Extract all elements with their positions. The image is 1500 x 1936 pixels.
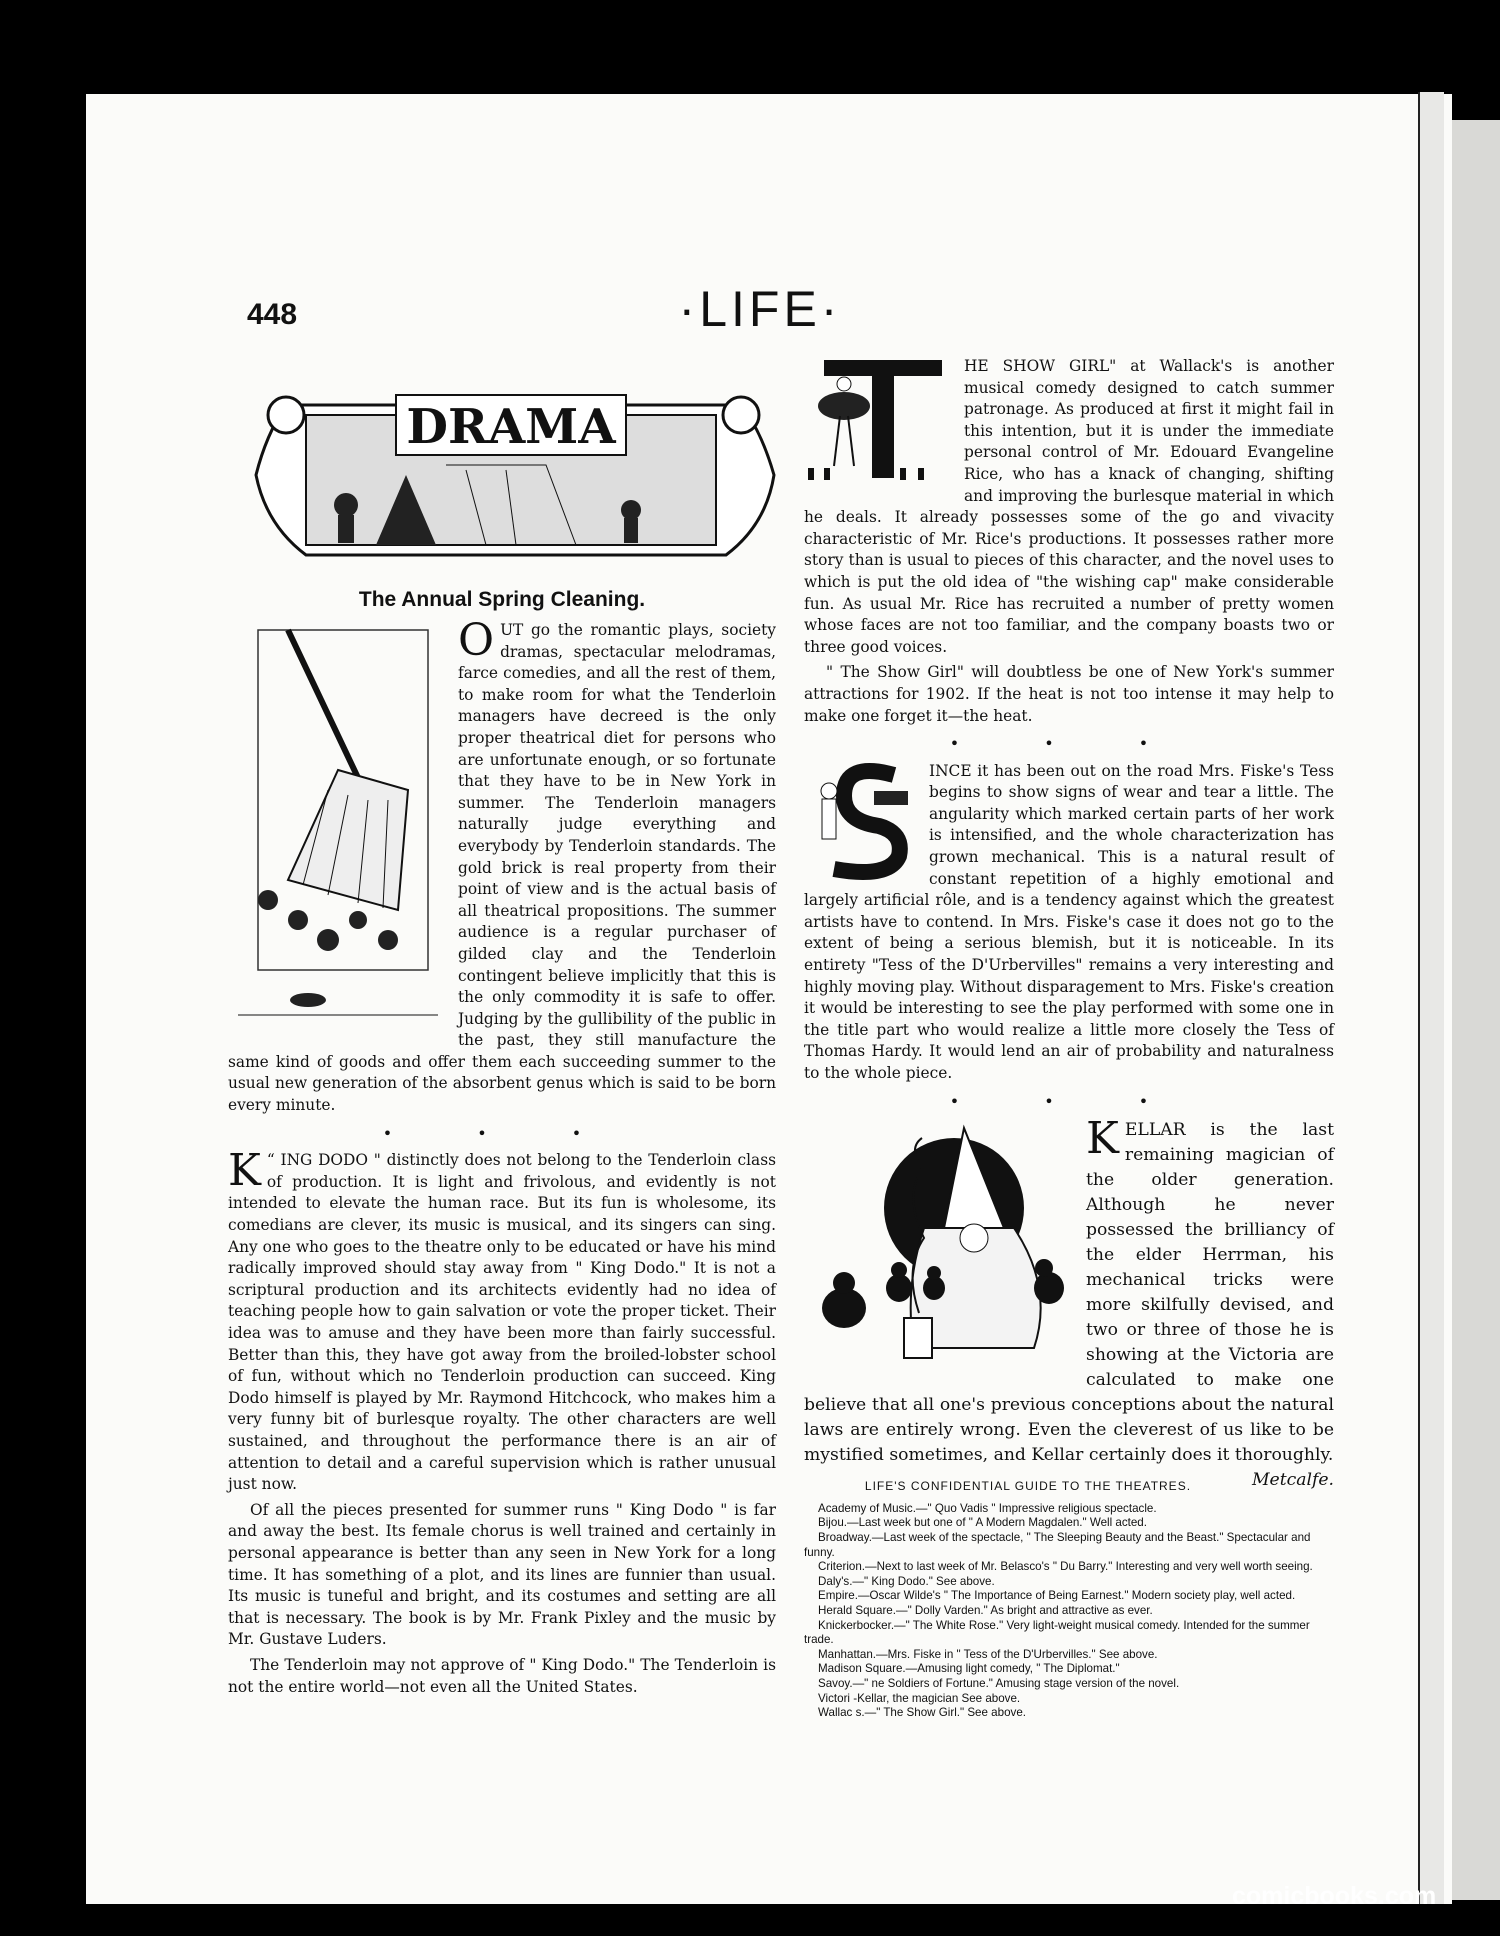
article-title: The Annual Spring Cleaning. <box>358 588 646 611</box>
section-divider-dots-3: • • • <box>949 1091 1189 1111</box>
left-column: OUT go the romantic plays, society dramas, spectacular melodramas, farce comedies, and all the rest of them, to make room for what the Tenderloin managers have decreed is the only proper theatrical diet for persons who are unfortunate enough, or so fortunate that they have to be in New York in summer. The Tenderloin managers naturally judge everything and everybody by Tenderloin standards. The gold brick is real property from their point of view and is the actual basis of all theatrical propositions. The summer audience is a regular purchaser of gilded clay and the Tenderloin contingent believe implicitly that this is the only commodity it is safe to offer. Judging by the gullibility of the public in the past, they still manufacture the same kind of goods and offer them each succeeding summer to the usual new generation of the absorbent genus which is said to be born every minute. • • • “ K ING DODO " distinctly does not belong to the Tenderloin class of production. It is light and frivolous, and evidently is not intended to elevate the human race. But its fun is wholesome, its comedians are clever, its music is musical, and its singers can sing. Any one who goes to the theatre only to be educated or have his mind radically improved should stay away from " King Dodo." It is not a scriptural production and its architects evidently had no idea of teaching people how to gain salvation or vote the proper ticket. Their idea was to amuse and they have been more than fairly successful. Better than this, they have got away from the broiled-lobster school of fun, without which no Tenderloin production can succeed. King Dodo himself is played by Mr. Raymond Hitchcock, who makes him a very funny bit of burlesque royalty. The other characters are well sustained, and throughout the performance there is an air of attention to detail and a careful supervision which is rather unusual just now. Of all the pieces presented for summer runs " King Dodo " is far and away the best. Its female chorus is well trained and certainly in personal appearance is better than any seen in New York for a long time. It has something of a plot, and its lines are funnier than usual. Its music is tuneful and bright, and its costumes and setting are all that is necessary. The book is by Mr. Frank Pixley and the music by Mr. Gustave Luders. The Tenderloin may not approve of " King Dodo." The Tenderloin is not the entire world—not even all the United States. <box>228 620 776 1702</box>
guide-entry: Bijou.—Last week but one of " A Modern Magdalen." Well acted. <box>818 1516 1147 1530</box>
site-watermark: comicbooks.com <box>1232 1882 1437 1910</box>
article1-paragraph-3: Of all the pieces presented for summer runs " King Dodo " is far and away the best. Its female chorus is well trained and certainly in personal appearance is better than any seen in New York for a long time. It has something of a plot, and its lines are funnier than usual. Its music is tuneful and bright, and its costumes and setting are all that is necessary. The book is by Mr. Frank Pixley and the music by Mr. Gustave Luders. <box>228 1500 776 1649</box>
theatre-guide <box>804 1502 1334 1721</box>
guide-entry: Herald Square.—" Dolly Varden." As bright and attractive as ever. <box>818 1603 1153 1617</box>
guide-entry: Knickerbocker.—" The White Rose." Very light-weight musical comedy. Intended for the summer trade. <box>804 1618 1310 1647</box>
article3-paragraph-1: INCE it has been out on the road Mrs. Fiske's Tess begins to show signs of wear and tear a little. The angularity which marked certain parts of her work is intensified, and the whole characterization has grown mechanical. This is a natural result of constant repetition of a highly emotional and largely artificial rôle, and is a tendency against which the greatest artists have to contend. In Mrs. Fiske's case it does not go to the extent of being a serious blemish, but it is noticeable. In its entirety "Tess of the D'Urbervilles" remains a very interesting and highly moving play. Without disparagement to Mrs. Fiske's creation it would be interesting to see the play performed with some one in the title part who would realize a little more closely the Tess of Thomas Hardy. It would lend an air of probability and naturalness to the whole piece. <box>804 761 1334 1082</box>
masthead: ·LIFE· <box>678 281 842 337</box>
article1-paragraph-4: The Tenderloin may not approve of " King Dodo." The Tenderloin is not the entire world—not even all the United States. <box>228 1655 776 1696</box>
adjacent-page-edge <box>1450 120 1500 1900</box>
guide-entry: Criterion.—Next to last week of Mr. Belasco's " Du Barry." Interesting and very well worth seeing. <box>818 1560 1313 1574</box>
guide-entry: Wallac s.—" The Show Girl." See above. <box>818 1706 1026 1720</box>
article1-paragraph-2: ING DODO " distinctly does not belong to the Tenderloin class of production. It is light and frivolous, and evidently is not intended to elevate the human race. But its fun is wholesome, its comedians are clever, its music is musical, and its singers can sing. Any one who goes to the theatre only to be educated or have his mind radically improved should stay away from " King Dodo." It is not a scriptural production and its architects evidently had no idea of teaching people how to gain salvation or vote the proper ticket. Their idea was to amuse and they have been more than fairly successful. Better than this, they have got away from the broiled-lobster school of fun, without which no Tenderloin production can succeed. King Dodo himself is played by Mr. Raymond Hitchcock, who makes him a very funny bit of burlesque royalty. The other characters are well sustained, and throughout the performance there is an air of attention to detail and a careful supervision which is rather unusual just now. <box>228 1151 776 1494</box>
broom-sweeping-illustration <box>228 620 448 1030</box>
article2-paragraph-1: HE SHOW GIRL" at Wallack's is another musical comedy designed to catch summer patronage. As produced at first it might fail in this intention, but it is under the immediate personal control of Mr. Edouard Evangeline Rice, who has a knack of changing, shifting and improving the burlesque material in which he deals. It already possesses some of the go and vivacity characteristic of Mr. Rice's productions. It possesses rather more story than is usual to pieces of this character, and the novel uses to which is put the old idea of "the wishing cap" make considerable fun. As usual Mr. Rice has recruited a number of pretty women whose faces are not too familiar, and the company boasts two or three good voices. <box>804 357 1334 656</box>
guide-entry: Savoy.—" ne Soldiers of Fortune." Amusing stage version of the novel. <box>818 1676 1180 1690</box>
article1-paragraph-1: UT go the romantic plays, society dramas, spectacular melodramas, farce comedies, and all the rest of them, to make room for what the Tenderloin managers have decreed is the only proper theatrical diet for persons who are unfortunate enough, or so fortunate that they have to be in New York in summer. The Tenderloin managers naturally judge everything and everybody by Tenderloin standards. The gold brick is real property from their point of view and is the actual basis of all theatrical propositions. The summer audience is a regular purchaser of gilded clay and the Tenderloin contingent believe implicitly that this is the only commodity it is safe to offer. Judging by the gullibility of the public in the past, they still manufacture the same kind of goods and offer them each succeeding summer to the usual new generation of the absorbent genus which is said to be born every minute. <box>228 621 776 1115</box>
guide-entry: Empire.—Oscar Wilde's " The Importance of Being Earnest." Modern society play, well acted. <box>818 1589 1296 1603</box>
section-divider-dots: • • • <box>382 1123 622 1143</box>
scan-border-top <box>0 0 1500 60</box>
theatre-guide-title: LIFE'S CONFIDENTIAL GUIDE TO THE THEATRES. <box>864 1479 1192 1494</box>
drop-cap-k: K <box>228 1145 261 1197</box>
guide-entry: Academy of Music.—" Quo Vadis " Impressive religious spectacle. <box>818 1501 1157 1515</box>
guide-entry: Madison Square.—Amusing light comedy, " The Diplomat." <box>818 1662 1120 1676</box>
section-divider-dots-2: • • • <box>949 734 1189 754</box>
guide-entry: Victori -Kellar, the magician See above. <box>818 1691 1021 1705</box>
guide-entry: Broadway.—Last week of the spectacle, " The Sleeping Beauty and the Beast." Spectacular and funny. <box>804 1530 1311 1559</box>
guide-entry: Daly's.—" King Dodo." See above. <box>818 1574 995 1588</box>
show-girl-dropcap-t-illustration <box>804 356 954 482</box>
drop-cap-k2: K <box>1086 1113 1119 1165</box>
drama-banner-title: DRAMA <box>406 399 616 455</box>
author-signature: Metcalfe. <box>1251 1470 1334 1491</box>
page-number: 448 <box>247 298 298 331</box>
article4-paragraph-1: ELLAR is the last remaining magician of the older generation. Although he never possessed the brilliancy of the elder Herrman, his mechanical tricks were more skilfully devised, and two or three of those he is showing at the Victoria are calculated to make one believe that all one's previous conceptions about the natural laws are entirely wrong. Even the cleverest of us like to be mystified sometimes, and Kellar certainly does it thoroughly. <box>804 1120 1334 1466</box>
drama-banner-illustration <box>246 375 780 575</box>
article2-paragraph-2: " The Show Girl" will doubtless be one of New York's summer attractions for 1902. If the heat is not too intense it may help to make one forget it—the heat. <box>804 663 1334 725</box>
fiske-dropcap-s-illustration <box>804 761 919 881</box>
page-fold <box>1418 92 1444 1904</box>
kellar-magician-illustration <box>804 1118 1076 1368</box>
right-column <box>804 356 1334 1721</box>
guide-entry: Manhattan.—Mrs. Fiske in " Tess of the D'Urbervilles." See above. <box>818 1647 1158 1661</box>
drop-cap-o: O <box>458 615 495 666</box>
